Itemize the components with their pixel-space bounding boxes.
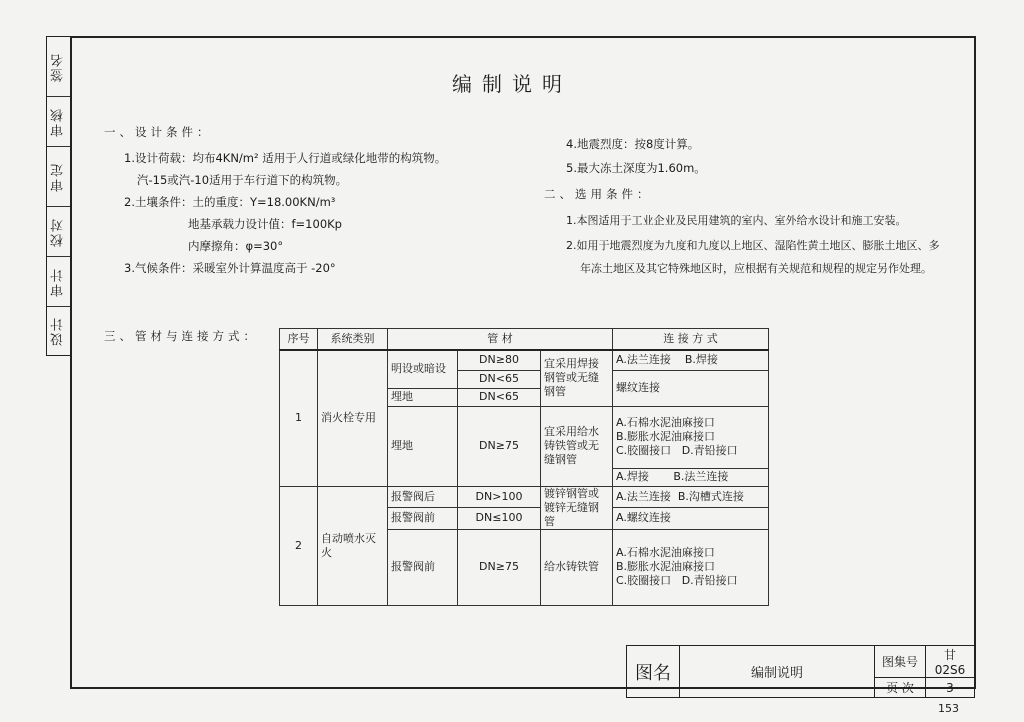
row1-dn3: DN<65 [458, 388, 541, 406]
row1-install-c: 埋地 [388, 406, 458, 486]
row1-dn2: DN<65 [458, 370, 541, 388]
title-block [626, 645, 975, 698]
row2-dn1: DN>100 [458, 486, 541, 508]
page-number: 153 [938, 702, 959, 715]
sidebar-cell-shending: 审定 [47, 147, 70, 207]
title-block-set-label: 图集号 [875, 646, 926, 678]
row2-conn-1: A.法兰连接 B.沟槽式连接 [613, 486, 769, 508]
sec2-line: 年冻土地区及其它特殊地区时，应根据有关规范和规程的规定另作处理。 [580, 262, 932, 275]
title-block-page: 3 [926, 678, 975, 698]
header-system: 系统类别 [318, 329, 388, 351]
pipe-material-table [279, 328, 769, 606]
sidebar-cell-sheji: 设计 [51, 316, 66, 346]
row2-conn-3: A.石棉水泥油麻接口 B.膨胀水泥油麻接口 C.胶圈接口 D.青铅接口 [613, 529, 769, 605]
sec1-line: 1.设计荷载：均布4KN/m² 适用于人行道或绿化地带的构筑物。 [124, 151, 447, 165]
row1-material-2: 宜采用给水铸铁管或无缝钢管 [541, 406, 613, 486]
row2-install-c: 报警阀前 [388, 529, 458, 605]
row2-conn-2: A.螺纹连接 [613, 508, 769, 530]
sidebar-cell-shenhe: 审核 [47, 97, 70, 147]
sec2-line: 1.本图适用于工业企业及民用建筑的室内、室外给水设计和施工安装。 [566, 214, 907, 227]
section1-heading: 一、设计条件： [104, 125, 213, 139]
row1-install-b: 埋地 [388, 388, 458, 406]
title-block-set: 甘02S6 [926, 646, 975, 678]
sidebar-cell-sign: 签名 [47, 37, 70, 97]
title-block-name-label: 图名 [627, 646, 680, 698]
header-material: 管 材 [388, 329, 613, 351]
right-line: 4.地震烈度：按8度计算。 [566, 137, 700, 151]
row1-install-a: 明设或暗设 [388, 350, 458, 388]
header-connection: 连 接 方 式 [613, 329, 769, 351]
sidebar-cell-shenji: 审计 [47, 257, 70, 307]
row1-material-1: 宜采用焊接钢管或无缝钢管 [541, 350, 613, 406]
row1-conn-2: 螺纹连接 [613, 370, 769, 406]
sec1-line: 地基承载力设计值：f=100Kp [188, 217, 342, 231]
row2-system: 自动喷水灭火 [318, 486, 388, 605]
right-line: 5.最大冻土深度为1.60m。 [566, 161, 706, 175]
section2-heading: 二、选用条件： [544, 187, 653, 201]
row2-material-1: 镀锌钢管或镀锌无缝钢管 [541, 486, 613, 529]
row2-install-a: 报警阀后 [388, 486, 458, 508]
row1-conn-1: A.法兰连接 B.焊接 [613, 350, 769, 370]
header-num: 序号 [280, 329, 318, 351]
row1-dn1: DN≥80 [458, 350, 541, 370]
row2-install-b: 报警阀前 [388, 508, 458, 530]
title-block-page-label: 页 次 [875, 678, 926, 698]
page-title: 编制说明 [452, 72, 572, 96]
row2-num: 2 [280, 486, 318, 605]
sec1-line: 汽-15或汽-10适用于车行道下的构筑物。 [137, 173, 348, 187]
row2-dn2: DN≤100 [458, 508, 541, 530]
section3-heading: 三、管材与连接方式： [104, 329, 259, 343]
row1-system: 消火栓专用 [318, 350, 388, 486]
title-block-name: 编制说明 [680, 646, 875, 698]
row1-dn4: DN≥75 [458, 406, 541, 486]
sidebar-cell-jiaodui: 校对 [47, 207, 70, 257]
sec1-line: 内摩擦角：φ=30° [188, 239, 284, 253]
sec2-line: 2.如用于地震烈度为九度和九度以上地区、湿陷性黄土地区、膨胀土地区、多 [566, 239, 940, 252]
row2-material-2: 给水铸铁管 [541, 529, 613, 605]
row2-dn3: DN≥75 [458, 529, 541, 605]
sec1-line: 3.气候条件：采暖室外计算温度高于 -20° [124, 261, 336, 275]
row1-conn-3: A.石棉水泥油麻接口 B.膨胀水泥油麻接口 C.胶圈接口 D.青铅接口 [613, 406, 769, 468]
sec1-line: 2.土壤条件：土的重度：Y=18.00KN/m³ [124, 195, 336, 209]
row1-conn-4: A.焊接 B.法兰连接 [613, 468, 769, 486]
row1-num: 1 [280, 350, 318, 486]
